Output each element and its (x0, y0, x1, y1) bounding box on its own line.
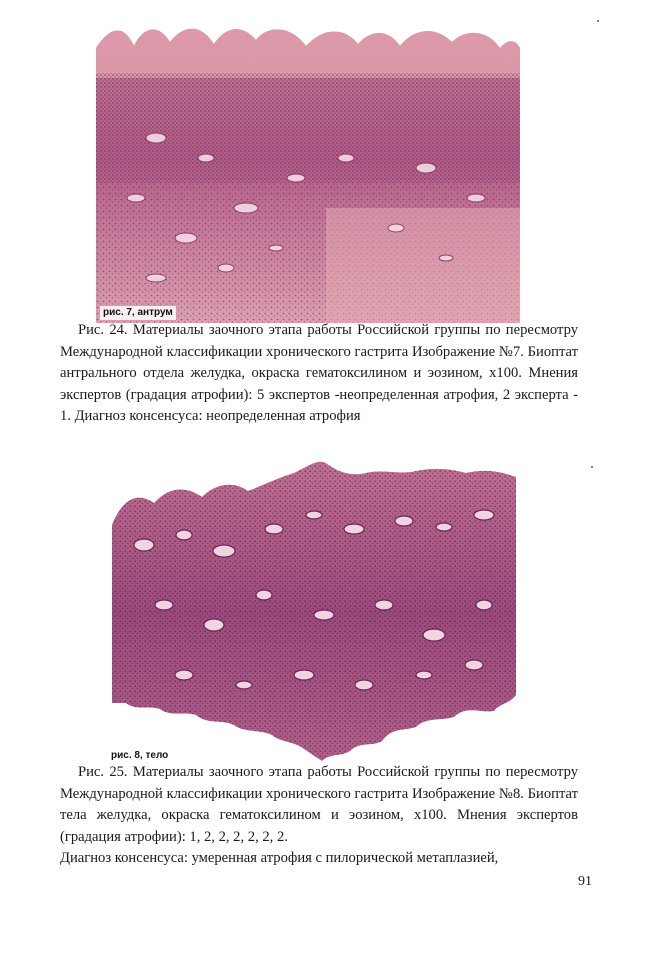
caption-text: Рис. 24. Материалы заочного этапа работы Российской группы по пересмотру Международной классификации хронического гастрита Изображение №7. Биоптат антрального отдела желудка, окраска гематоксилином и эозином, х100. Мнения экспертов (градация атрофии): 5 экспертов -неопределенная атрофия, 2 эксперта - 1. Диагноз консенсуса: неопределенная атрофия (60, 322, 578, 425)
caption-text: Рис. 25. Материалы заочного этапа работы Российской группы по пересмотру Международной классификации хронического гастрита Изображение №8. Биоптат тела желудка, окраска гематоксилином и эозином, х100. Мнения экспертов (градация атрофии): 1, 2, 2, 2, 2, 2, 2. (60, 764, 578, 845)
scan-speck (597, 20, 599, 22)
figure-body-micrograph (104, 455, 516, 763)
figure-caption (60, 762, 578, 870)
caption-text-continued: Диагноз консенсуса: умеренная атрофия с пилорической метаплазией, (60, 850, 499, 867)
figure-antrum-micrograph (96, 18, 520, 323)
page-number: 91 (578, 874, 592, 889)
figure-caption (60, 320, 578, 428)
figure-label: рис. 8, тело (108, 749, 171, 763)
scan-speck (591, 466, 593, 468)
figure-label: рис. 7, антрум (100, 306, 176, 320)
histology-image-body (104, 455, 516, 763)
histology-image-antrum (96, 18, 520, 323)
